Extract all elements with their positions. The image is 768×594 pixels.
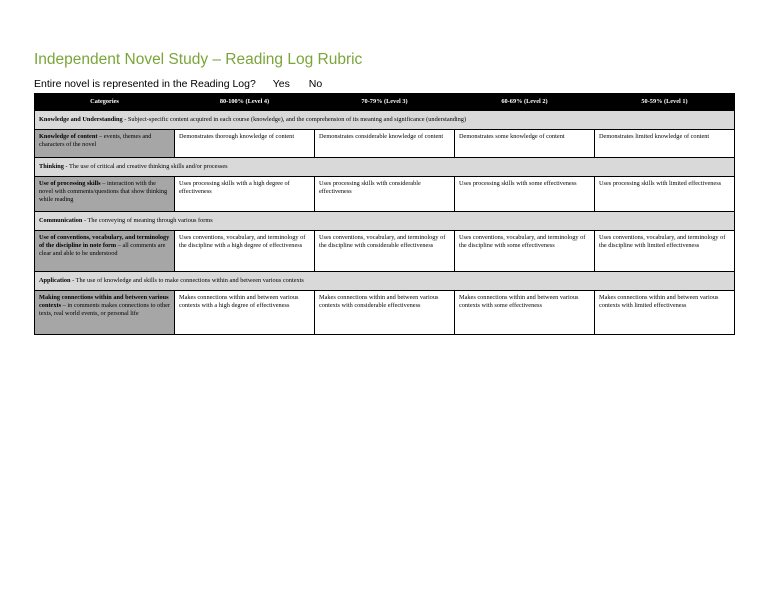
level-2-cell: Makes connections within and between various contexts with some effectiveness [455, 291, 595, 335]
level-2-cell: Uses processing skills with some effectiveness [455, 177, 595, 212]
section-description: - The conveying of meaning through various forms [82, 216, 213, 224]
header-level-2: 60-69% (Level 2) [455, 94, 595, 111]
section-row-communication [35, 212, 735, 231]
level-2-cell: Uses conventions, vocabulary, and terminology of the discipline with some effectiveness [455, 231, 595, 272]
level-2-cell: Demonstrates some knowledge of content [455, 130, 595, 158]
level-4-cell: Makes connections within and between various contexts with a high degree of effectiveness [175, 291, 315, 335]
level-1-cell: Uses processing skills with limited effectiveness [595, 177, 735, 212]
criterion-detail: – in comments makes connections to other texts, real world events, or personal life [39, 302, 170, 318]
section-description: - The use of critical and creative thinking skills and/or processes [63, 162, 228, 170]
section-row-knowledge [35, 111, 735, 130]
level-3-cell: Makes connections within and between various contexts with considerable effectiveness [315, 291, 455, 335]
section-heading-cell [35, 111, 735, 130]
criterion-detail: – events, themes and characters of the novel [39, 133, 152, 149]
criterion-row-communication [35, 231, 735, 272]
level-4-cell: Uses processing skills with a high degree of effectiveness [175, 177, 315, 212]
header-row [35, 94, 735, 111]
criterion-cell [35, 177, 175, 212]
header-categories: Categories [35, 94, 175, 111]
section-heading: Communication [39, 216, 83, 224]
header-level-1: 50-59% (Level 1) [595, 94, 735, 111]
criterion-title: Making connections within and between various contexts [39, 294, 169, 310]
level-1-cell: Makes connections within and between various contexts with limited effectiveness [595, 291, 735, 335]
section-heading-cell [35, 158, 735, 177]
criterion-row-thinking [35, 177, 735, 212]
yes-option: Yes [272, 78, 290, 90]
criterion-detail: – all comments are clear and able to be understood [39, 242, 166, 258]
section-heading: Thinking [39, 162, 64, 170]
criterion-title: Use of conventions, vocabulary, and terminology of the discipline in note form [39, 234, 170, 250]
level-4-cell: Uses conventions, vocabulary, and terminology of the discipline with a high degree of effectiveness [175, 231, 315, 272]
section-description: - Subject-specific content acquired in each course (knowledge), and the comprehension of its meaning and significance (understanding) [122, 115, 467, 123]
criterion-cell [35, 231, 175, 272]
no-option: No [308, 78, 323, 90]
level-3-cell: Uses processing skills with considerable effectiveness [315, 177, 455, 212]
novel-represented-question [34, 78, 322, 90]
level-3-cell: Uses conventions, vocabulary, and terminology of the discipline with considerable effectiveness [315, 231, 455, 272]
level-4-cell: Demonstrates thorough knowledge of content [175, 130, 315, 158]
page-title: Independent Novel Study – Reading Log Rubric [34, 51, 363, 68]
criterion-title: Knowledge of content [39, 133, 98, 140]
section-heading: Application [39, 276, 71, 284]
section-description: - The use of knowledge and skills to make connections within and between various contexts [70, 276, 304, 284]
level-1-cell: Demonstrates limited knowledge of content [595, 130, 735, 158]
question-text: Entire novel is represented in the Reading Log? [34, 78, 256, 90]
section-row-thinking [35, 158, 735, 177]
header-level-3: 70-79% (Level 3) [315, 94, 455, 111]
level-3-cell: Demonstrates considerable knowledge of content [315, 130, 455, 158]
rubric-table [34, 93, 735, 335]
section-heading: Knowledge and Understanding [39, 115, 123, 123]
header-level-4: 80-100% (Level 4) [175, 94, 315, 111]
section-heading-cell [35, 272, 735, 291]
criterion-detail: – interaction with the novel with comments/questions that show thinking while reading [39, 180, 168, 204]
criterion-row-knowledge [35, 130, 735, 158]
criterion-title: Use of processing skills [39, 180, 101, 187]
criterion-cell [35, 130, 175, 158]
criterion-row-application [35, 291, 735, 335]
section-row-application [35, 272, 735, 291]
section-heading-cell [35, 212, 735, 231]
criterion-cell [35, 291, 175, 335]
level-1-cell: Uses conventions, vocabulary, and terminology of the discipline with limited effectiveness [595, 231, 735, 272]
